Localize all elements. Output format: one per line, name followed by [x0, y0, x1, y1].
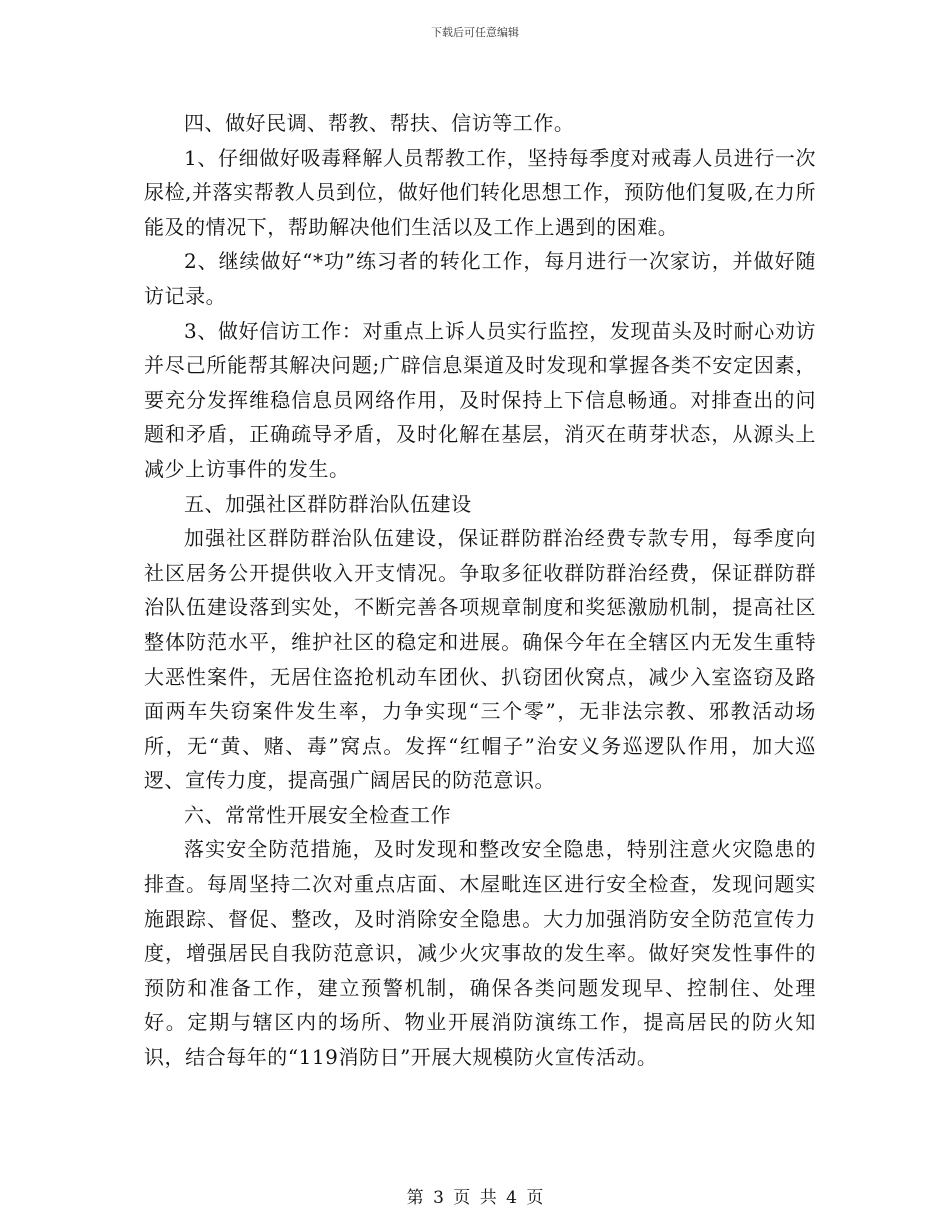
page-footer: 第 3 页 共 4 页 — [406, 1188, 544, 1208]
paragraph-safety-inspection: 落实安全防范措施，及时发现和整改安全隐患，特别注意火灾隐患的排查。每周坚持二次对重点店面、木屋毗连区进行安全检查，发现问题实施跟踪、督促、整改，及时消除安全隐患。大力加强消防安全防范宣传力度，增强居民自我防范意识，减少火灾事故的发生率。做好突发性事件的预防和准备工作，建立预警机制，确保各类问题发现早、控制住、处理好。定期与辖区内的场所、物业开展消防演练工作，提高居民的防火知识，结合每年的“119消防日”开展大规模防火宣传活动。 — [144, 837, 816, 1070]
paragraph-community-defense: 加强社区群防群治队伍建设，保证群防群治经费专款专用，每季度向社区居务公开提供收入开支情况。争取多征收群防群治经费，保证群防群治队伍建设落到实处，不断完善各项规章制度和奖惩激励机制，提高社区整体防范水平，维护社区的稳定和进展。确保今年在全辖区内无发生重特大恶性案件，无居住盗抢机动车团伙、扒窃团伙窝点，减少入室盗窃及路面两车失窃案件发生率，力争实现“三个零”，无非法宗教、邪教活动场所，无“黄、赌、毒”窝点。发挥“红帽子”治安义务巡逻队作用，加大巡逻、宣传力度，提高强广阔居民的防范意识。 — [144, 526, 816, 793]
section-heading-5: 五、加强社区群防群治队伍建设 — [184, 491, 472, 516]
section-heading-6: 六、常常性开展安全检查工作 — [184, 802, 452, 827]
header-note: 下载后可任意编辑 — [431, 26, 519, 39]
section-heading-4: 四、做好民调、帮教、帮扶、信访等工作。 — [184, 111, 575, 135]
document-body — [144, 106, 816, 1075]
paragraph-petition: 3、做好信访工作：对重点上诉人员实行监控，发现苗头及时耐心劝访并尽己所能帮其解决问题;广辟信息渠道及时发现和掌握各类不安定因素，要充分发挥维稳信息员网络作用，及时保持上下信息畅通。对排查出的问题和矛盾，正确疏导矛盾，及时化解在基层，消灭在萌芽状态，从源头上减少上访事件的发生。 — [144, 318, 816, 481]
paragraph-transformation: 2、继续做好“*功”练习者的转化工作，每月进行一次家访，并做好随访记录。 — [144, 249, 816, 308]
paragraph-drug-rehab: 1、仔细做好吸毒释解人员帮教工作，坚持每季度对戒毒人员进行一次尿检,并落实帮教人员到位，做好他们转化思想工作，预防他们复吸,在力所能及的情况下，帮助解决他们生活以及工作上遇到的困难。 — [144, 145, 816, 239]
